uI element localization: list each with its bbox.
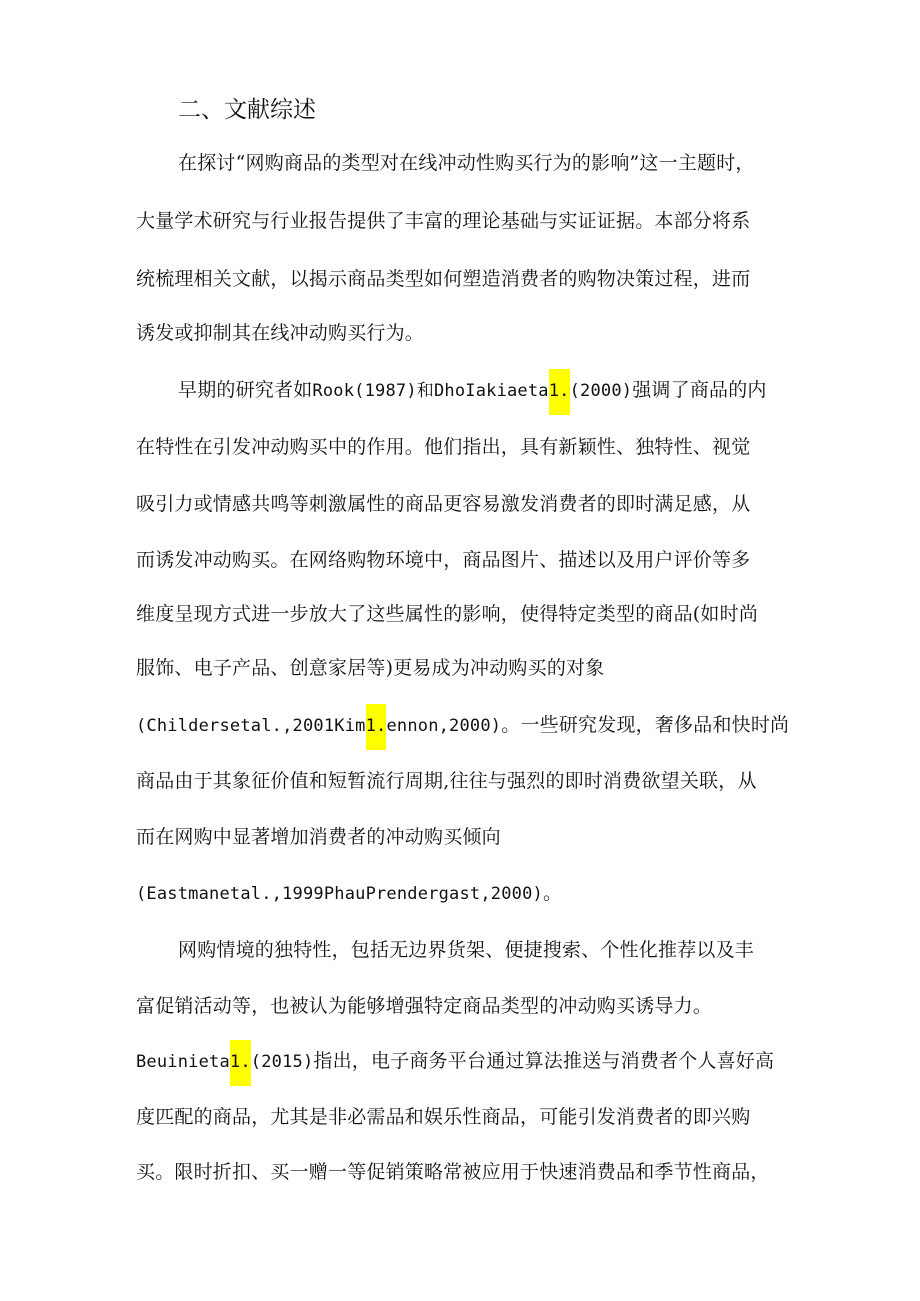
paragraph-line	[136, 710, 789, 741]
citation-text: (Eastmanetal.,1999PhauPrendergast,2000)	[136, 884, 543, 904]
paragraph-line: 吸引力或情感共鸣等刺激属性的商品更容易激发消费者的即时满足感，从	[136, 493, 751, 515]
highlighted-text: 1.	[366, 704, 387, 750]
paragraph-line: 而在网购中显著增加消费者的冲动购买倾向	[136, 826, 501, 848]
text-run: 指出，电子商务平台通过算法推送与消费者个人喜好高	[313, 1050, 775, 1072]
text-run: 。一些研究发现，奢侈品和快时尚	[501, 714, 790, 736]
paragraph-line: 富促销活动等，也被认为能够增强特定商品类型的冲动购买诱导力。	[136, 995, 713, 1017]
paragraph-line: 统梳理相关文献，以揭示商品类型如何塑造消费者的购物决策过程，进而	[136, 268, 751, 290]
paragraph-line: 维度呈现方式进一步放大了这些属性的影响，使得特定类型的商品(如时尚	[136, 603, 759, 625]
paragraph-line: 诱发或抑制其在线冲动购买行为。	[136, 322, 425, 344]
paragraph-line: 商品由于其象征价值和短暂流行周期,往往与强烈的即时消费欲望关联，从	[136, 770, 757, 792]
paragraph-line: 而诱发冲动购买。在网络购物环境中，商品图片、描述以及用户评价等多	[136, 549, 751, 571]
paragraph-line	[178, 375, 767, 406]
citation-text: (2000)	[569, 381, 633, 401]
text-run: 强调了商品的内	[632, 379, 767, 401]
paragraph-line: 服饰、电子产品、创意家居等)更易成为冲动购买的对象	[136, 657, 605, 679]
text-run: 早期的研究者如	[178, 379, 313, 401]
highlighted-text: 1.	[230, 1040, 251, 1086]
text-run: 。	[542, 882, 563, 904]
paragraph-line: 在探讨“网购商品的类型对在线冲动性购买行为的影响”这一主题时，	[178, 152, 755, 174]
paragraph-line: 大量学术研究与行业报告提供了丰富的理论基础与实证证据。本部分将系	[136, 210, 751, 232]
citation-text: ennon,2000)	[386, 716, 502, 736]
citation-text: Beuinieta	[136, 1052, 230, 1072]
citation-text: (2015)	[250, 1052, 314, 1072]
paragraph-line: 度匹配的商品，尤其是非必需品和娱乐性商品，可能引发消费者的即兴购	[136, 1106, 751, 1128]
section-heading: 二、文献综述	[178, 97, 316, 123]
paragraph-line: 买。限时折扣、买一赠一等促销策略常被应用于快速消费品和季节性商品，	[136, 1161, 770, 1183]
citation-text: Rook(1987)和DhoIakiaeta	[312, 381, 549, 401]
citation-text: (Childersetal.,2001Kim	[136, 716, 366, 736]
paragraph-line	[136, 878, 562, 909]
paragraph-line	[136, 1046, 774, 1077]
paragraph-line: 网购情境的独特性，包括无边界货架、便捷搜索、个性化推荐以及丰	[178, 939, 755, 961]
highlighted-text: 1.	[549, 369, 570, 415]
paragraph-line: 在特性在引发冲动购买中的作用。他们指出，具有新颖性、独特性、视觉	[136, 436, 751, 458]
